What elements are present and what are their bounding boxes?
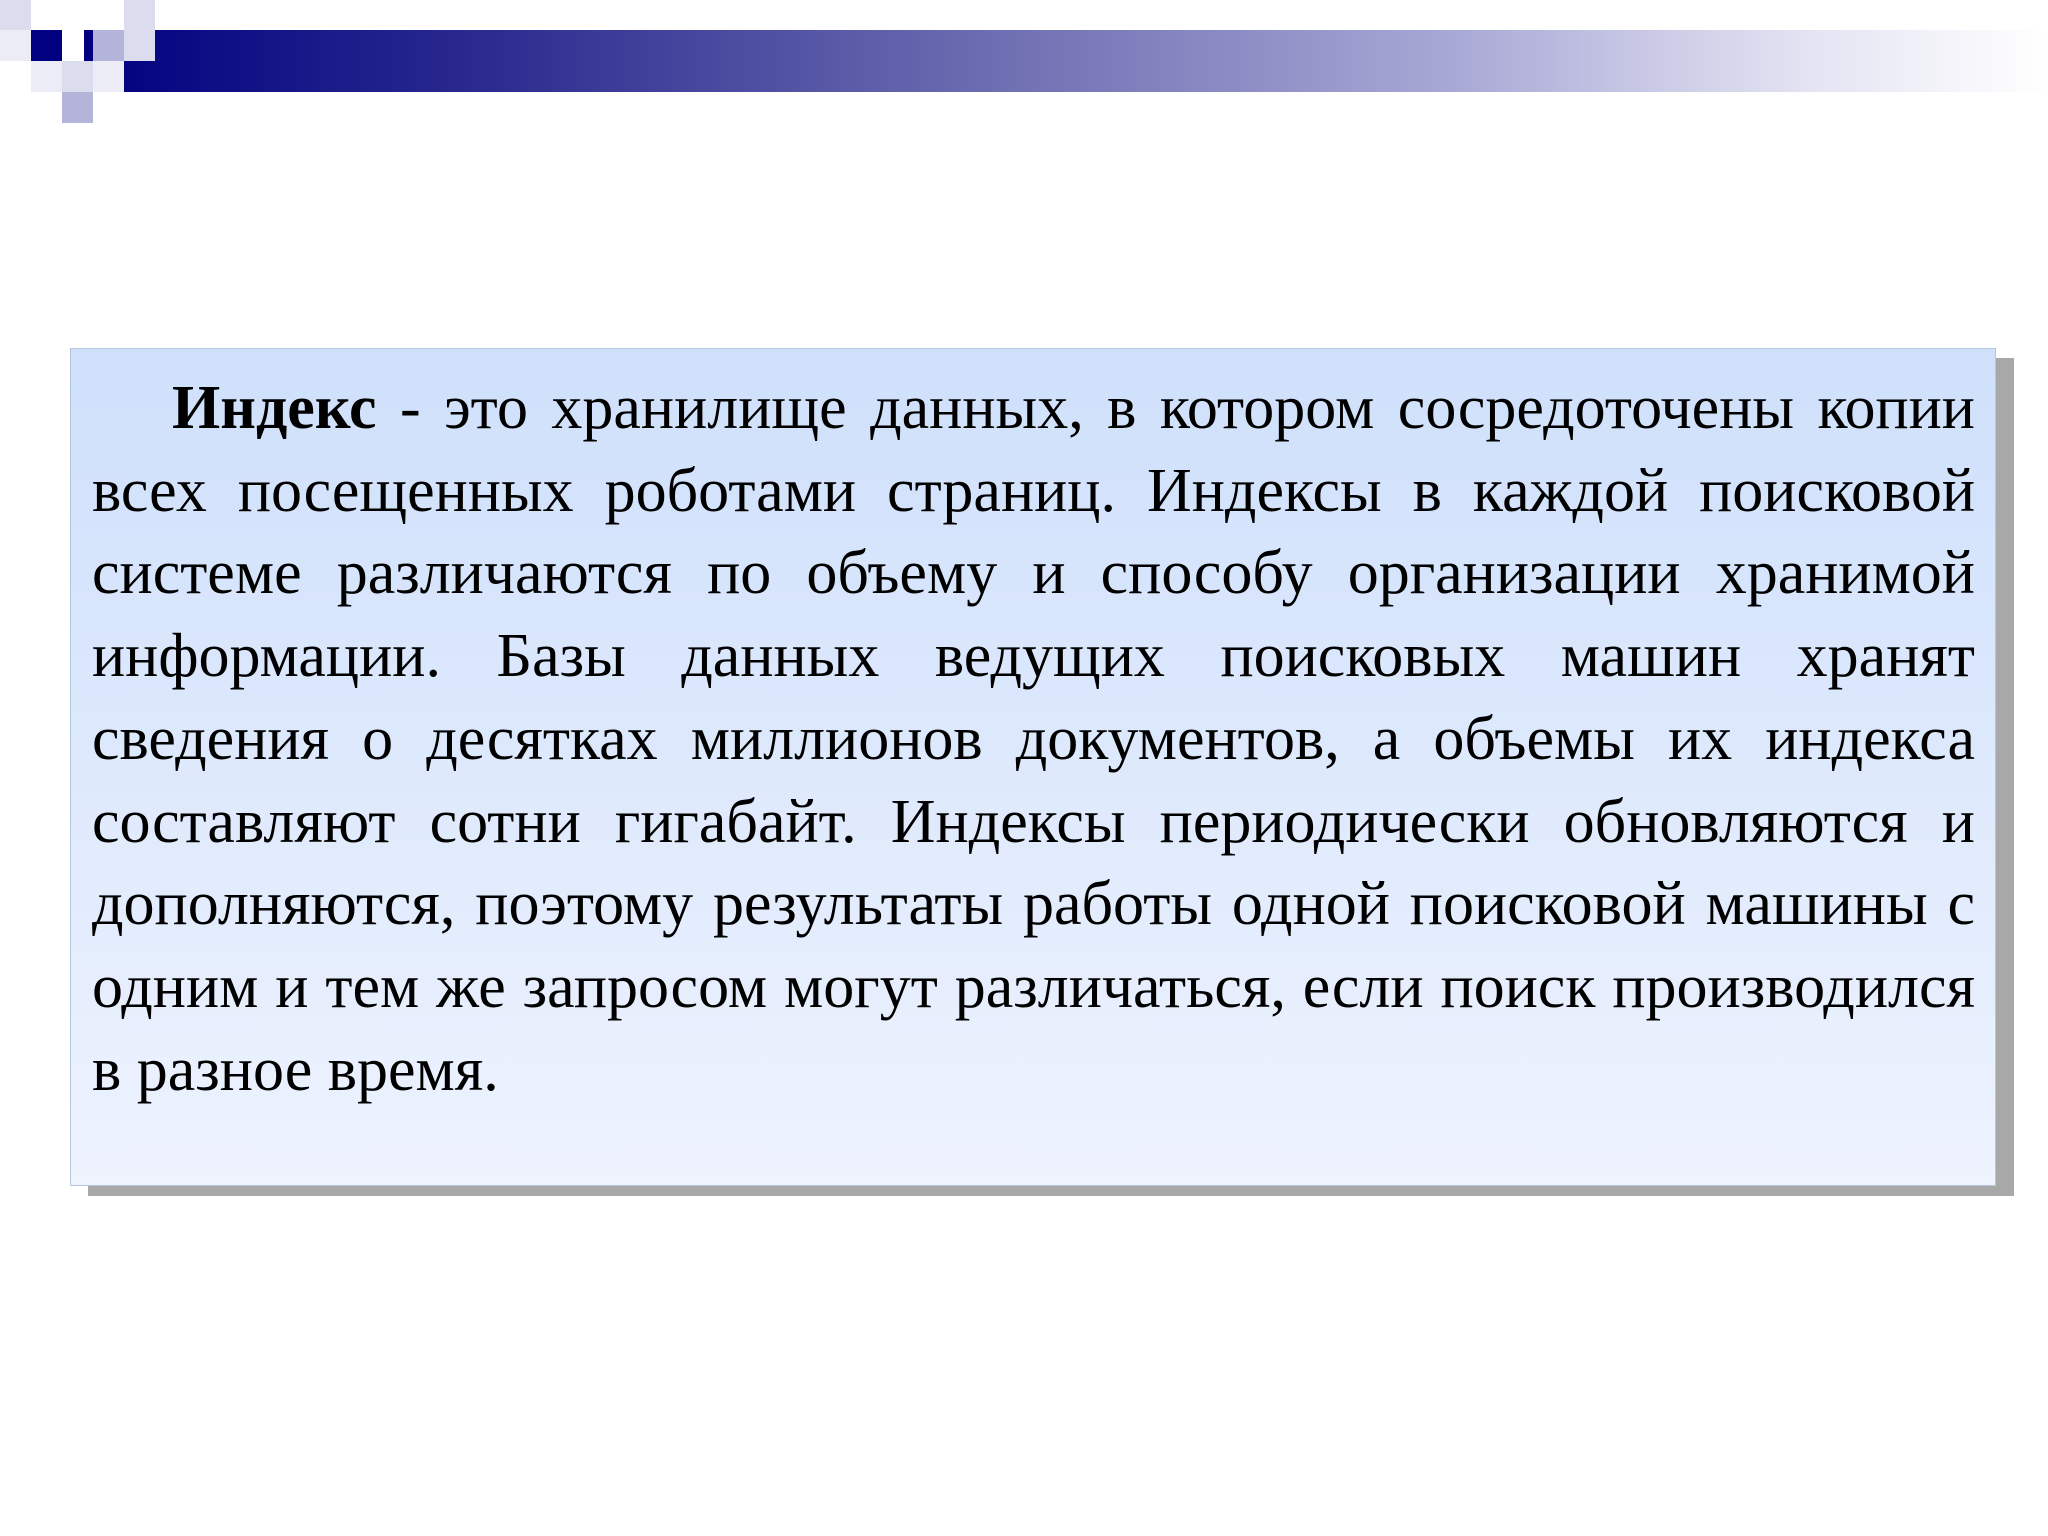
decor-square — [93, 61, 124, 92]
header-gradient-bar — [84, 30, 2048, 92]
definition-text-box — [70, 348, 1996, 1186]
decor-square — [62, 92, 93, 123]
definition-paragraph — [92, 367, 1975, 1111]
decor-square — [93, 30, 124, 61]
decor-square — [62, 61, 93, 92]
decor-square — [0, 0, 31, 31]
decor-square — [124, 0, 155, 31]
decor-square — [31, 61, 62, 92]
defined-term: Индекс — [172, 374, 377, 442]
decor-square — [31, 30, 62, 61]
definition-text: - это хранилище данных, в котором сосредоточены копии всех посещенных роботами страниц. Индексы в каждой поисковой системе различаются по объему и способу организации хранимой информации. Базы данных ведущих поисковых машин хранят сведения о десятках миллионов документов, а объемы их индекса составляют сотни гигабайт. Индексы периодически обновляются и дополняются, поэтому результаты работы одной поисковой машины с одним и тем же запросом могут различаться, если поиск производился в разное время. — [92, 374, 1975, 1104]
decor-square — [124, 30, 155, 61]
decor-square — [0, 30, 31, 61]
